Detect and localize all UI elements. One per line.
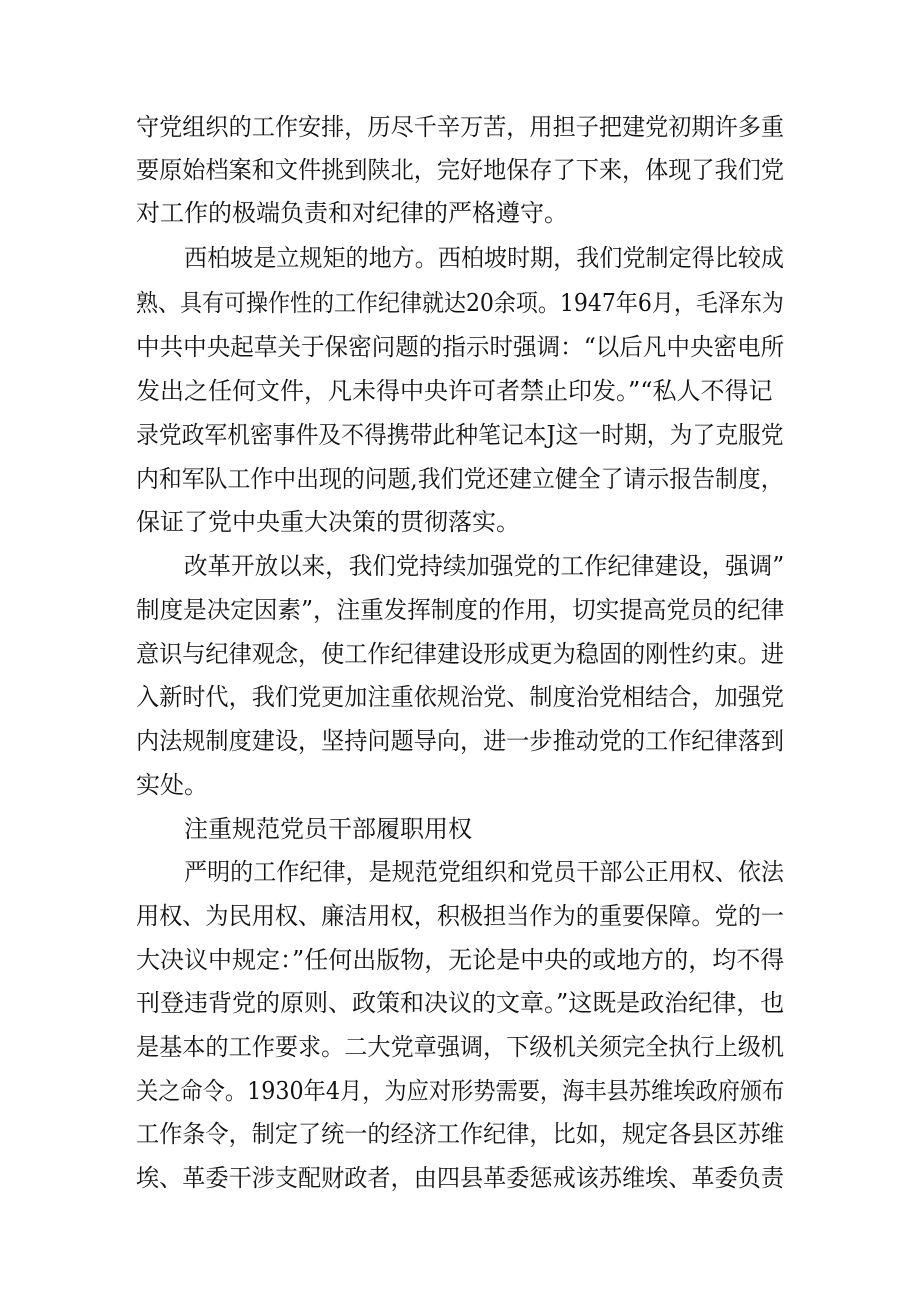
text-line: 意识与纪律观念，使工作纪律建设形成更为稳固的刚性约束。进 [136,640,785,668]
text-line: 西柏坡是立规矩的地方。西柏坡时期，我们党制定得比较成 [184,244,784,272]
text-line: 中共中央起草关于保密问题的指示时强调：“以后凡中央密电所 [136,333,785,361]
text-line: 实处。 [136,771,208,799]
text-line: 关之命令。1930年4月，为应对形势需要，海丰县苏维埃政府颁布 [136,1077,785,1105]
text-line: 对工作的极端负责和对纪律的严格遵守。 [136,199,568,227]
text-line: 录党政军机密事件及不得携带此种笔记本J这一时期，为了克服党 [136,421,784,449]
text-line: 用权、为民用权、廉洁用权，积极担当作为的重要保障。党的一 [136,902,785,930]
text-line: 严明的工作纪律，是规范党组织和党员干部公正用权、依法 [184,858,784,886]
text-line: 制度是决定因素”，注重发挥制度的作用，切实提高党员的纪律 [136,596,785,624]
text-line: 熟、具有可操作性的工作纪律就达20余项。1947年6月，毛泽东为 [136,289,784,317]
text-line: 入新时代，我们党更加注重依规治党、制度治党相结合，加强党 [136,683,785,711]
text-line: 发出之任何文件，凡未得中央许可者禁止印发。”“私人不得记 [136,377,773,405]
text-line: 大决议中规定：”任何出版物，无论是中央的或地方的，均不得 [136,946,785,974]
section-heading: 注重规范党员干部履职用权 [184,815,472,843]
text-line: 保证了党中央重大决策的贯彻落实。 [136,508,520,536]
text-line: 是基本的工作要求。二大党章强调，下级机关须完全执行上级机 [136,1033,785,1061]
text-line: 内法规制度建设，坚持问题导向，进一步推动党的工作纪律落到 [136,727,785,755]
text-line: 守党组织的工作安排，历尽千辛万苦，用担子把建党初期许多重 [136,113,785,141]
text-line: 改革开放以来，我们党持续加强党的工作纪律建设，强调” [184,552,785,580]
text-line: 内和军队工作中出现的问题,我们党还建立健全了请示报告制度， [136,465,784,493]
text-line: 埃、革委干涉支配财政者，由四县革委惩戒该苏维埃、革委负责 [136,1164,785,1192]
text-line: 要原始档案和文件挑到陕北，完好地保存了下来，体现了我们党 [136,156,785,184]
text-line: 刊登违背党的原则、政策和决议的文章。”这既是政治纪律，也 [136,989,785,1017]
text-line: 工作条令，制定了统一的经济工作纪律，比如，规定各县区苏维 [136,1120,785,1148]
